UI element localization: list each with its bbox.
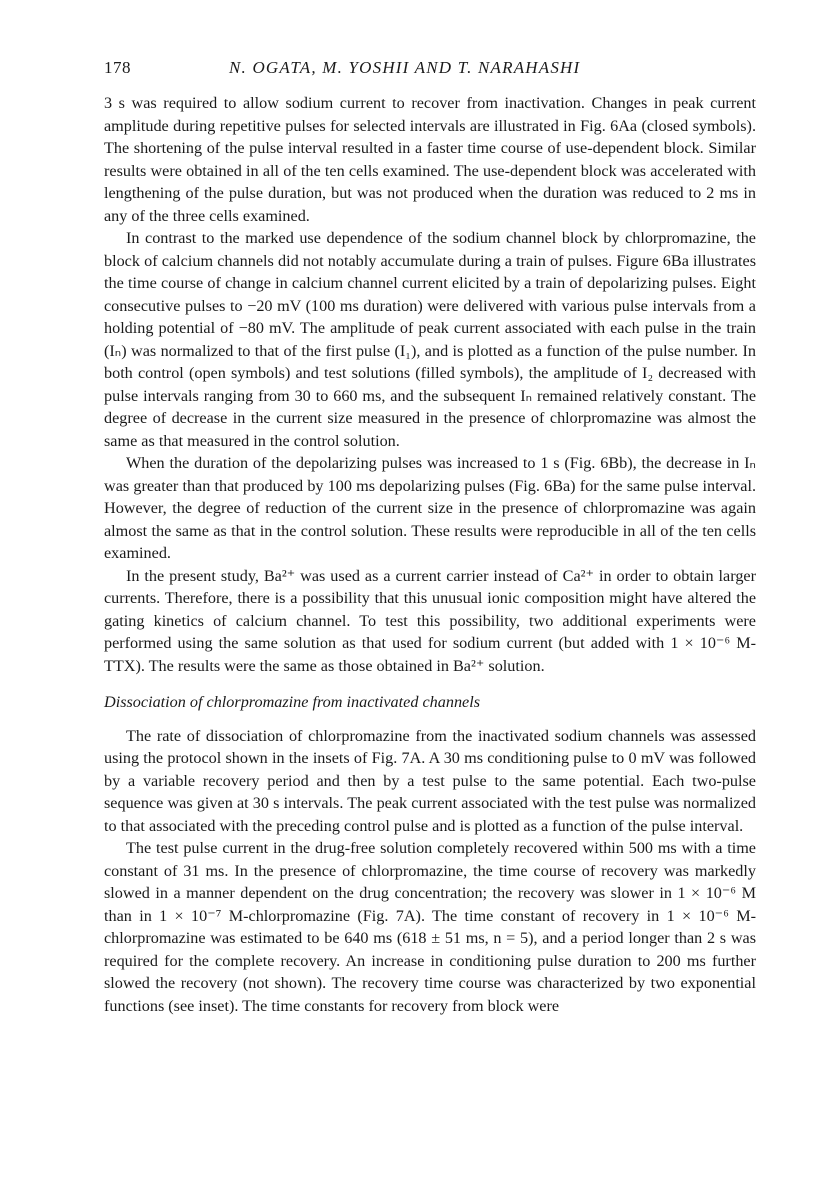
paragraph: The test pulse current in the drug-free solution completely recovered within 500 ms with a time constant of 31 ms. In the presence of chlorpromazine, the time course of recovery was markedly slowed in a manner dependent on the drug concentration; the recovery was slower in 1 × 10⁻⁶ M than in 1 × 10⁻⁷ M-chlorpromazine (Fig. 7A). The time constant of recovery in 1 × 10⁻⁶ M-chlorpromazine was estimated to be 640 ms (618 ± 51 ms, n = 5), and a period longer than 2 s was required for the complete recovery. An increase in conditioning pulse duration to 200 ms further slowed the recovery (not shown). The recovery time course was characterized by two exponential functions (see inset). The time constants for recovery from block were (104, 839, 756, 1015)
page-header (104, 58, 756, 84)
paragraph: 3 s was required to allow sodium current to recover from inactivation. Changes in peak current amplitude during repetitive pulses for selected intervals are illustrated in Fig. 6Aa (closed symbols). The shortening of the pulse interval resulted in a faster time course of use-dependent block. Similar results were obtained in all of the ten cells examined. The use-dependent block was accelerated with lengthening of the pulse duration, but was not produced when the duration was reduced to 2 ms in any of the three cells examined. (104, 94, 756, 225)
paragraph: In the present study, Ba²⁺ was used as a current carrier instead of Ca²⁺ in order to obtain larger currents. Therefore, there is a possibility that this unusual ionic composition might have altered the gating kinetics of calcium channel. To test this possibility, two additional experiments were performed using the same solution as that used for sodium current (but added with 1 × 10⁻⁶ M-TTX). The results were the same as those obtained in Ba²⁺ solution. (104, 566, 756, 675)
journal-page (104, 58, 756, 1017)
section-heading: Dissociation of chlorpromazine from inactivated channels (104, 693, 481, 711)
running-head: N. OGATA, M. YOSHII AND T. NARAHASHI (229, 58, 581, 77)
paragraph: In contrast to the marked use dependence of the sodium channel block by chlorpromazine, the block of calcium channels did not notably accumulate during a train of pulses. Figure 6Ba illustrates the time course of change in calcium channel current elicited by a train of depolarizing pulses. Eight consecutive pulses to −20 mV (100 ms duration) were delivered with various pulse intervals from a holding potential of −80 mV. The amplitude of peak current associated with each pulse in the train (Iₙ) was normalized to that of the first pulse (I₁), and is plotted as a function of the pulse number. In both control (open symbols) and test solutions (filled symbols), the amplitude of I₂ decreased with pulse intervals ranging from 30 to 660 ms, and the subsequent Iₙ remained relatively constant. The degree of decrease in the current size measured in the presence of chlorpromazine was almost the same as that measured in the control solution. (104, 229, 756, 450)
paragraph: The rate of dissociation of chlorpromazine from the inactivated sodium channels was assessed using the protocol shown in the insets of Fig. 7A. A 30 ms conditioning pulse to 0 mV was followed by a variable recovery period and then by a test pulse to the same potential. Each two-pulse sequence was given at 30 s intervals. The peak current associated with the test pulse was normalized to that associated with the preceding control pulse and is plotted as a function of the pulse interval. (104, 726, 756, 835)
page-number: 178 (104, 58, 131, 77)
body-text (104, 92, 756, 1017)
paragraph: When the duration of the depolarizing pulses was increased to 1 s (Fig. 6Bb), the decrease in Iₙ was greater than that produced by 100 ms depolarizing pulses (Fig. 6Ba) for the same pulse interval. However, the degree of reduction of the current size in the presence of chlorpromazine was again almost the same as that in the control solution. These results were reproducible in all of the ten cells examined. (104, 454, 756, 562)
